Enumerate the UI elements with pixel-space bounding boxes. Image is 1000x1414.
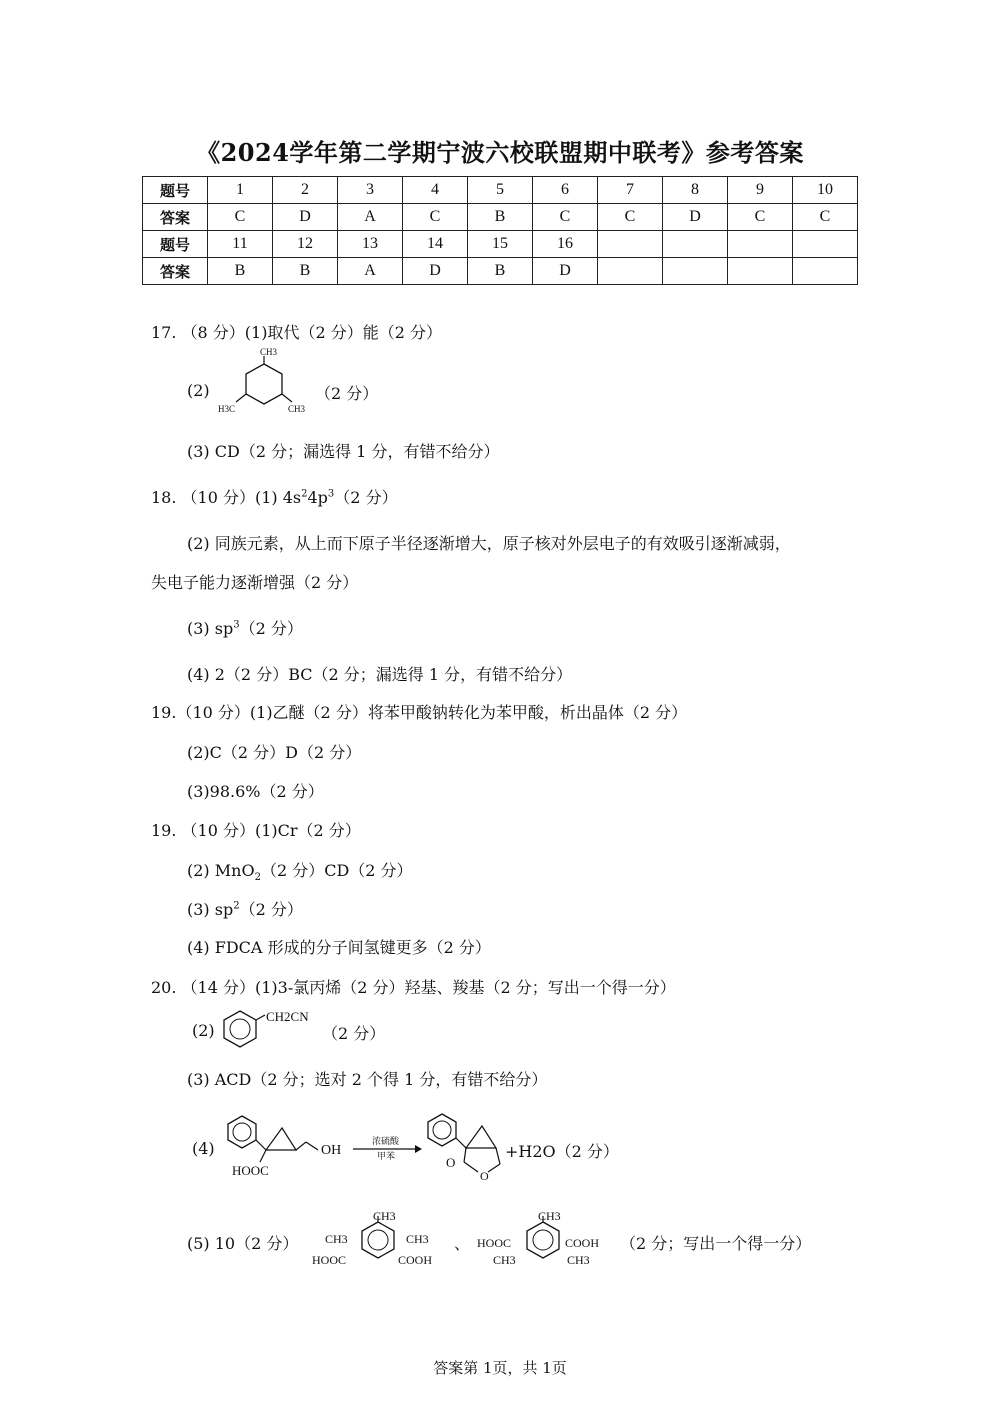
- answer-18-part-1: 18. （10 分）(1) $4s^24p^3(2$ 分）: [151, 488, 398, 507]
- table-cell: 13: [338, 231, 403, 258]
- condition-top-label: 浓硫酸: [372, 1136, 400, 1146]
- table-cell: 15: [468, 231, 533, 258]
- table-cell: C: [598, 204, 663, 231]
- table-cell: D: [663, 204, 728, 231]
- answer-20-part-2-score: （2 分）: [322, 1024, 386, 1043]
- table-row: [143, 231, 858, 258]
- table-cell: D: [403, 258, 468, 285]
- carbonyl-oxygen-label: O: [446, 1155, 456, 1170]
- table-cell: C: [208, 204, 273, 231]
- ch3-top-label: CH3: [538, 1209, 561, 1223]
- table-cell: 12: [273, 231, 338, 258]
- table-cell: A: [338, 204, 403, 231]
- table-cell: B: [468, 258, 533, 285]
- ch2cn-label: CH2CN: [266, 1009, 309, 1024]
- methyl-right-label: CH3: [288, 404, 306, 414]
- answer-20-part-5-score: （2 分；写出一个得一分）: [620, 1234, 812, 1253]
- table-cell: [793, 231, 858, 258]
- answer-19b-part-4: (4) FDCA 形成的分子间氢键更多（2 分）: [187, 938, 491, 957]
- table-cell: 4: [403, 177, 468, 204]
- answer-20-part-3: (3) ACD（2 分；选对 2 个得 1 分，有错不给分）: [187, 1070, 548, 1089]
- table-cell: 7: [598, 177, 663, 204]
- benzyl-cyanide-structure: [218, 1005, 318, 1055]
- table-cell: [598, 231, 663, 258]
- answer-19b-part-1: 19. （10 分）(1)Cr（2 分）: [151, 821, 361, 840]
- page-title: 《2024学年第二学期宁波六校联盟期中联考》参考答案: [196, 138, 804, 167]
- answer-19a-part-2: (2)C（2 分）D（2 分）: [187, 743, 362, 762]
- table-cell: 8: [663, 177, 728, 204]
- row-label-answer: 答案: [143, 258, 208, 285]
- ch3-right-label: CH3: [406, 1232, 429, 1246]
- answer-19b-part-3: (3) $sp^2(2$ 分）: [187, 900, 303, 919]
- table-cell: 9: [728, 177, 793, 204]
- table-cell: [663, 258, 728, 285]
- isomer-structure-1: [310, 1208, 450, 1274]
- answer-20-part-1: 20. （14 分）(1)3-氯丙烯（2 分）羟基、羧基（2 分；写出一个得一分）: [151, 978, 676, 997]
- isomer-structure-2: [475, 1208, 615, 1274]
- table-cell: 14: [403, 231, 468, 258]
- answer-20-part-2-label: (2): [192, 1021, 215, 1040]
- table-cell: [728, 231, 793, 258]
- table-cell: 16: [533, 231, 598, 258]
- table-cell: 6: [533, 177, 598, 204]
- table-cell: D: [533, 258, 598, 285]
- ch3-top-label: CH3: [373, 1209, 396, 1223]
- table-cell: C: [793, 204, 858, 231]
- ch3-right-label: CH3: [567, 1253, 590, 1267]
- table-cell: 3: [338, 177, 403, 204]
- answer-20-part-4-label: (4): [192, 1139, 215, 1158]
- table-cell: B: [468, 204, 533, 231]
- separator: 、: [454, 1234, 471, 1253]
- table-cell: [793, 258, 858, 285]
- ch3-left-label: CH3: [325, 1232, 348, 1246]
- hooc-label: HOOC: [477, 1236, 512, 1250]
- methyl-top-label: CH3: [260, 347, 278, 357]
- answer-19b-part-2: (2) MnO$_2$（2 分）CD（2 分）: [187, 861, 413, 884]
- cooh-label: COOH: [565, 1236, 600, 1250]
- table-row: [143, 204, 858, 231]
- answer-17-part-3: (3) CD（2 分；漏选得 1 分，有错不给分）: [187, 442, 500, 461]
- ring-oxygen-label: O: [480, 1169, 489, 1182]
- answer-table: [142, 176, 858, 285]
- table-cell: A: [338, 258, 403, 285]
- answer-18-part-2-line-1: (2) 同族元素，从上而下原子半径逐渐增大，原子核对外层电子的有效吸引逐渐减弱，: [187, 534, 791, 553]
- answer-18-part-4: (4) 2（2 分）BC（2 分；漏选得 1 分，有错不给分）: [187, 665, 573, 684]
- table-cell: D: [273, 204, 338, 231]
- table-row: [143, 177, 858, 204]
- table-cell: 2: [273, 177, 338, 204]
- table-cell: B: [273, 258, 338, 285]
- table-cell: [598, 258, 663, 285]
- answer-17-part-1: 17. （8 分）(1)取代（2 分）能（2 分）: [151, 323, 442, 342]
- row-label-question: 题号: [143, 177, 208, 204]
- answer-18-part-2-line-2: 失电子能力逐渐增强（2 分）: [151, 573, 359, 592]
- answer-20-part-5-label: (5) 10（2 分）: [187, 1234, 299, 1253]
- answer-17-part-2-label: (2): [187, 381, 210, 400]
- methyl-left-label: H3C: [218, 404, 236, 414]
- trimethylbenzene-structure: [218, 346, 310, 422]
- answer-18-part-3: (3) $sp^3(2$ 分）: [187, 619, 303, 638]
- table-row: [143, 258, 858, 285]
- row-label-question: 题号: [143, 231, 208, 258]
- row-label-answer: 答案: [143, 204, 208, 231]
- table-cell: 5: [468, 177, 533, 204]
- answer-20-part-4-product: +H2O（2 分）: [505, 1142, 619, 1161]
- answer-17-part-2-score: （2 分）: [315, 384, 379, 403]
- table-cell: C: [533, 204, 598, 231]
- cooh-label: COOH: [398, 1253, 433, 1267]
- ch3-left-label: CH3: [493, 1253, 516, 1267]
- answer-19a-part-1: 19.（10 分）(1)乙醚（2 分）将苯甲酸钠转化为苯甲酸，析出晶体（2 分）: [151, 703, 688, 722]
- table-cell: B: [208, 258, 273, 285]
- page-footer: 答案第 1页，共 1页: [433, 1359, 567, 1377]
- table-cell: 1: [208, 177, 273, 204]
- table-cell: [663, 231, 728, 258]
- answer-19a-part-3: (3)98.6%（2 分）: [187, 782, 324, 801]
- table-cell: 11: [208, 231, 273, 258]
- hooc-label: HOOC: [312, 1253, 347, 1267]
- table-cell: [728, 258, 793, 285]
- table-cell: C: [403, 204, 468, 231]
- hydroxyl-label: OH: [321, 1143, 342, 1158]
- condition-bottom-label: 甲苯: [377, 1151, 396, 1161]
- table-cell: 10: [793, 177, 858, 204]
- carboxyl-label: HOOC: [232, 1163, 269, 1178]
- table-cell: C: [728, 204, 793, 231]
